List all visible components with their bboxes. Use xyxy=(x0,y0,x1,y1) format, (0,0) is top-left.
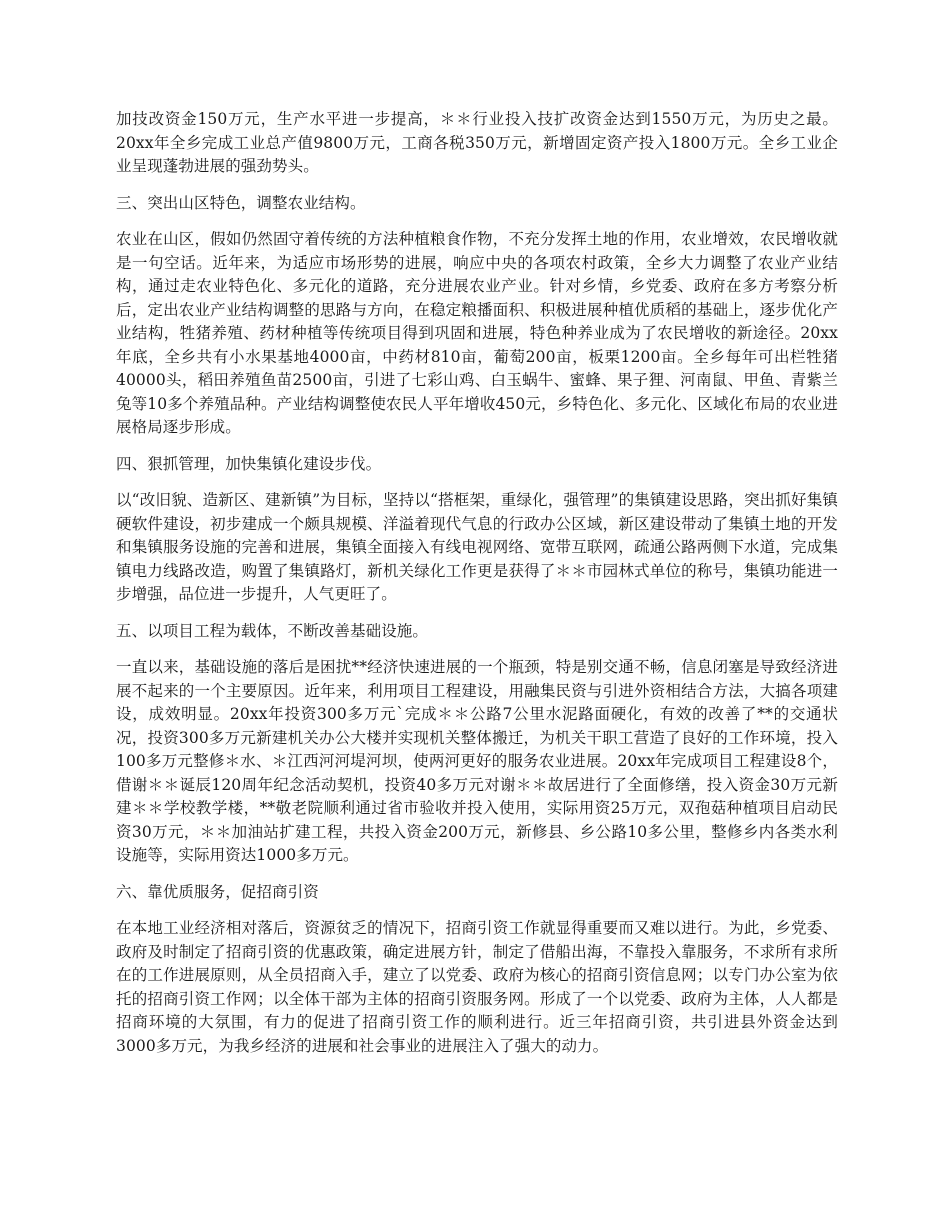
document-page xyxy=(116,108,838,1071)
paragraph-investment: 在本地工业经济相对落后，资源贫乏的情况下，招商引资工作就显得重要而又难以进行。为此，乡党委、政府及时制定了招商引资的优惠政策，确定进展方针，制定了借船出海，不靠投入靠服务，不求所有求所在的工作进展原则，从全员招商入手，建立了以党委、政府为核心的招商引资信息网；以专门办公室为依托的招商引资工作网；以全体干部为主体的招商引资服务网。形成了一个以党委、政府为主体，人人都是招商环境的大氛围，有力的促进了招商引资工作的顺利进行。近三年招商引资，共引进县外资金达到3000多万元，为我乡经济的进展和社会事业的进展注入了强大的动力。 xyxy=(116,919,838,1055)
paragraph-agriculture: 农业在山区，假如仍然固守着传统的方法种植粮食作物，不充分发挥土地的作用，农业增效，农民增收就是一句空话。近年来，为适应市场形势的进展，响应中央的各项农村政策，全乡大力调整了农业产业结构，通过走农业特色化、多元化的道路，充分进展农业产业。针对乡情，乡党委、政府在多方考察分析后，定出农业产业结构调整的思路与方向，在稳定粮播面积、积极进展种植优质稻的基础上，逐步优化产业结构，牲猪养殖、药材种植等传统项目得到巩固和进展，特色种养业成为了农民增收的新途径。20xx年底，全乡共有小水果基地4000亩，中药材810亩，葡萄200亩，板栗1200亩。全乡每年可出栏牲猪40000头，稻田养殖鱼苗2500亩，引进了七彩山鸡、白玉蜗牛、蜜蜂、果子狸、河南鼠、甲鱼、青紫兰兔等10多个养殖品种。产业结构调整使农民人平年增收450元，乡特色化、多元化、区域化布局的农业进展格局逐步形成。 xyxy=(116,230,838,436)
section-heading-town-construction: 四、狠抓管理，加快集镇化建设步伐。 xyxy=(116,454,382,473)
paragraph-town-construction: 以“改旧貌、造新区、建新镇”为目标，坚持以“搭框架，重绿化，强管理”的集镇建设思路，突出抓好集镇硬软件建设，初步建成一个颇具规模、洋溢着现代气息的行政办公区域，新区建设带动了集镇土地的开发和集镇服务设施的完善和进展，集镇全面接入有线电视网络、宽带互联网，疏通公路两侧下水道，完成集镇电力线路改造，购置了集镇路灯，新机关绿化工作更是获得了＊＊市园林式单位的称号，集镇功能进一步增强，品位进一步提升，人气更旺了。 xyxy=(116,491,838,603)
paragraph-industry-summary: 加技改资金150万元，生产水平进一步提高，＊＊行业投入技扩改资金达到1550万元，为历史之最。20xx年全乡完成工业总产值9800万元，工商各税350万元，新增固定资产投入1800万元。全乡工业企业呈现蓬勃进展的强劲势头。 xyxy=(116,110,838,175)
section-heading-investment: 六、靠优质服务，促招商引资 xyxy=(116,882,319,901)
section-heading-agriculture: 三、突出山区特色，调整农业结构。 xyxy=(116,193,366,212)
section-heading-infrastructure: 五、以项目工程为载体，不断改善基础设施。 xyxy=(116,621,429,640)
paragraph-infrastructure: 一直以来，基础设施的落后是困扰**经济快速进展的一个瓶颈，特是别交通不畅，信息闭塞是导致经济进展不起来的一个主要原因。近年来，利用项目工程建设，用融集民资与引进外资相结合方法，大搞各项建设，成效明显。20xx年投资300多万元`完成＊＊公路7公里水泥路面硬化，有效的改善了**的交通状况，投资300多万元新建机关办公大楼并实现机关整体搬迁，为机关干职工营造了良好的工作环境，投入100多万元整修＊水、＊江西河河堤河坝，使两河更好的服务农业进展。20xx年完成项目工程建设8个，借谢＊＊诞辰120周年纪念活动契机，投资40多万元对谢＊＊故居进行了全面修缮，投入资金30万元新建＊＊学校教学楼，**敬老院顺利通过省市验收并投入使用，实际用资25万元，双孢菇种植项目启动民资30万元，＊＊加油站扩建工程，共投入资金200万元，新修县、乡公路10多公里，整修乡内各类水利设施等，实际用资达1000多万元。 xyxy=(116,658,838,864)
